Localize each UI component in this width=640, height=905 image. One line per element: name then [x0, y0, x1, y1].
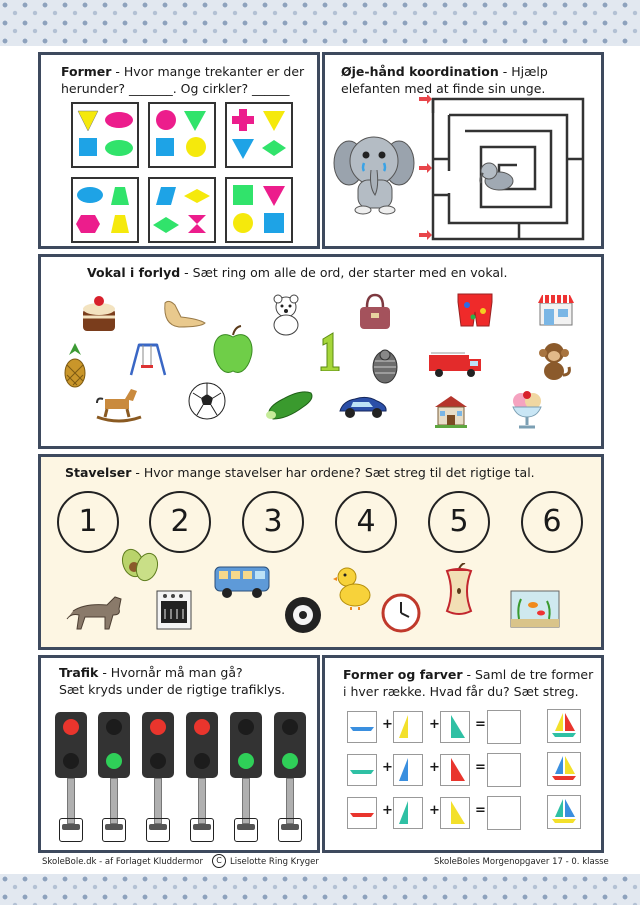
maze-title: Øje-hånd koordination: [341, 64, 499, 79]
number-circle-2[interactable]: 2: [149, 491, 211, 553]
elephant-icon: [333, 125, 415, 215]
swim-shorts-icon: [455, 291, 495, 329]
plus-sign: +: [429, 717, 440, 732]
checkbox-1[interactable]: [59, 818, 83, 842]
shapes-icon: [150, 104, 214, 166]
sailboat-icon: [547, 795, 581, 829]
avocado-icon: [119, 545, 159, 585]
shape-box-6: [225, 177, 293, 243]
footer-right: SkoleBoles Morgenopgaver 17 - 0. klasse: [434, 857, 609, 867]
checkbox-6[interactable]: [278, 818, 302, 842]
sail-box-3b: [440, 797, 470, 829]
aquarium-icon: [509, 589, 561, 629]
maze-icon: [419, 95, 587, 245]
stavelser-title: Stavelser: [65, 465, 132, 480]
stavelser-panel: [38, 454, 604, 650]
footer-left: SkoleBole.dk - af Forlaget Kluddermor: [42, 857, 203, 867]
former-title: Former: [61, 64, 112, 79]
vokal-instructions: Vokal i forlyd - Sæt ring om alle de ord, der starter med en vokal.: [87, 265, 508, 280]
pineapple-icon: [61, 341, 89, 389]
sail-box-2a: [393, 754, 423, 786]
plus-sign: +: [382, 760, 393, 775]
bottom-pattern-band: [0, 874, 640, 905]
farver-title: Former og farver: [343, 667, 463, 682]
sail-box-2b: [440, 754, 470, 786]
fire-truck-icon: [427, 349, 485, 379]
apple-icon: [211, 325, 255, 377]
duckling-icon: [333, 565, 373, 611]
top-pattern-band: [0, 0, 640, 46]
traffic-light-6: [274, 712, 306, 830]
checkbox-5[interactable]: [234, 818, 258, 842]
farver-instructions: Former og farver - Saml de tre former i hver række. Hvad får du? Sæt streg.: [343, 667, 594, 699]
apple-core-icon: [441, 563, 477, 619]
sailboat-icon: [547, 709, 581, 743]
vokal-title: Vokal i forlyd: [87, 265, 181, 280]
traffic-light-4: [186, 712, 218, 830]
number-circle-5[interactable]: 5: [428, 491, 490, 553]
shapes-icon: [73, 179, 137, 241]
former-instructions: Former - Hvor mange trekanter er der herunder? _______. Og cirkler? ______: [61, 64, 305, 96]
foot-icon: [159, 297, 209, 329]
rocking-horse-icon: [95, 385, 143, 423]
answer-box-1[interactable]: [487, 710, 521, 744]
plus-sign: +: [382, 717, 393, 732]
vokal-panel: [38, 254, 604, 449]
former-panel: [38, 52, 320, 249]
football-icon: [187, 381, 227, 421]
ice-cream-icon: [509, 389, 545, 431]
stavelser-instructions: Stavelser - Hvor mange stavelser har ordene? Sæt streg til det rigtige tal.: [65, 465, 535, 480]
shape-box-5: [148, 177, 216, 243]
shop-icon: [536, 291, 576, 327]
handbag-icon: [355, 293, 395, 333]
swing-icon: [127, 343, 169, 377]
cucumber-icon: [263, 387, 317, 421]
farver-panel: [322, 655, 604, 853]
number-circle-4[interactable]: 4: [335, 491, 397, 553]
answer-box-2[interactable]: [487, 753, 521, 787]
number-circle-6[interactable]: 6: [521, 491, 583, 553]
shapes-icon: [73, 104, 137, 166]
clock-icon: [381, 593, 421, 633]
sail-box-1a: [393, 711, 423, 743]
equals-sign: =: [475, 803, 486, 818]
equals-sign: =: [475, 760, 486, 775]
shape-box-2: [148, 102, 216, 168]
baby-elephant-icon: [480, 163, 513, 190]
traffic-light-5: [230, 712, 262, 830]
number-circle-1[interactable]: 1: [57, 491, 119, 553]
school-icon: [433, 393, 469, 429]
shape-box-1: [71, 102, 139, 168]
maze-instructions: Øje-hånd koordination - Hjælp elefanten med at finde sin unge.: [341, 64, 548, 96]
trafik-title: Trafik: [59, 665, 99, 680]
traffic-light-1: [55, 712, 87, 830]
checkbox-3[interactable]: [146, 818, 170, 842]
answer-box-3[interactable]: [487, 796, 521, 830]
copyright-symbol: C: [212, 854, 226, 868]
hull-box-1: [347, 711, 377, 743]
armadillo-icon: [369, 347, 401, 387]
plus-sign: +: [382, 803, 393, 818]
shape-box-3: [225, 102, 293, 168]
shapes-icon: [227, 179, 291, 241]
sail-box-3a: [393, 797, 423, 829]
monkey-icon: [535, 341, 573, 381]
number-circle-3[interactable]: 3: [242, 491, 304, 553]
plus-sign: +: [429, 803, 440, 818]
wolf-icon: [65, 591, 129, 635]
hull-box-3: [347, 797, 377, 829]
checkbox-2[interactable]: [102, 818, 126, 842]
traffic-light-2: [98, 712, 130, 830]
cake-icon: [79, 293, 119, 335]
car-icon: [337, 393, 389, 421]
oven-icon: [155, 589, 193, 631]
polar-bear-icon: [269, 293, 303, 337]
trafik-instructions: Trafik - Hvornår må man gå? Sæt kryds under de rigtige trafiklys.: [59, 665, 286, 697]
plus-sign: +: [429, 760, 440, 775]
shapes-icon: [150, 179, 214, 241]
shapes-icon: [227, 104, 291, 166]
sail-box-1b: [440, 711, 470, 743]
sailboat-icon: [547, 752, 581, 786]
footer-author: Liselotte Ring Kryger: [230, 857, 319, 867]
maze-panel: [322, 52, 604, 249]
toilet-paper-icon: [283, 595, 323, 635]
trafik-panel: [38, 655, 320, 853]
number-one-icon: [317, 329, 343, 371]
shape-box-4: [71, 177, 139, 243]
equals-sign: =: [475, 717, 486, 732]
bus-icon: [213, 561, 273, 601]
traffic-light-3: [142, 712, 174, 830]
hull-box-2: [347, 754, 377, 786]
checkbox-4[interactable]: [190, 818, 214, 842]
